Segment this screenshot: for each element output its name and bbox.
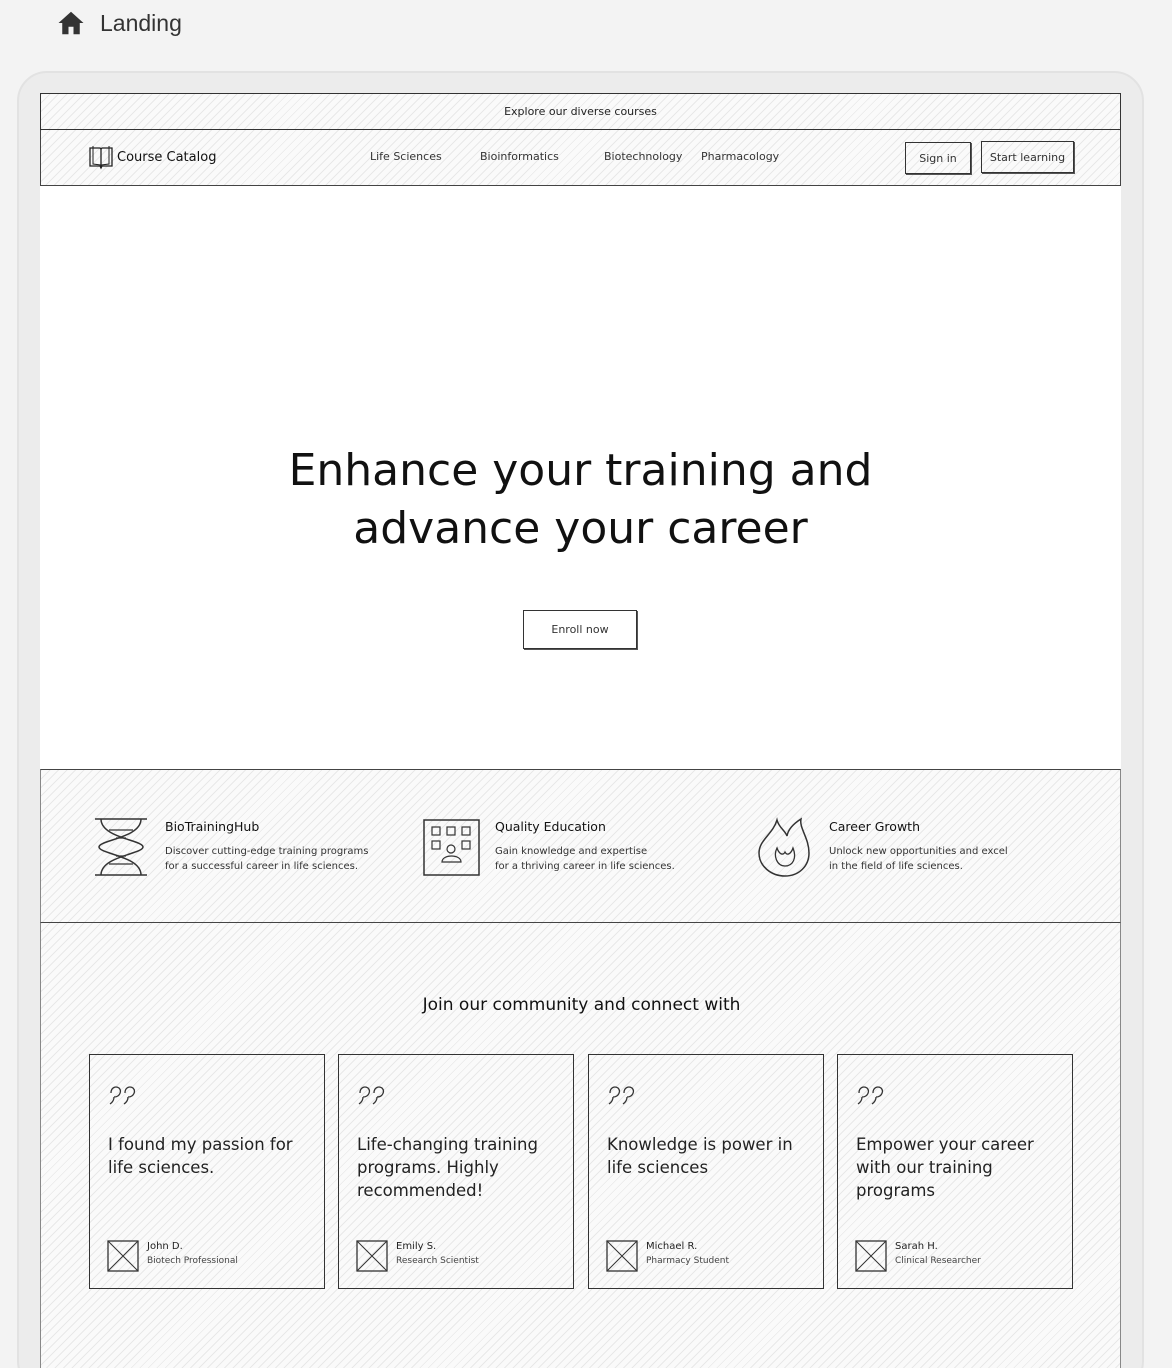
announcement-bar xyxy=(40,93,1121,131)
quote-icon xyxy=(856,1083,886,1105)
testimonial-role: Pharmacy Student xyxy=(646,1256,730,1266)
feature-title: Quality Education xyxy=(495,819,606,834)
features-section xyxy=(40,769,1121,923)
start-learning-button[interactable]: Start learning xyxy=(981,141,1074,173)
feature-item xyxy=(755,816,1055,878)
dna-icon xyxy=(91,816,153,878)
feature-description: Unlock new opportunities and excel in the field of life sciences. xyxy=(829,846,1008,872)
testimonial-quote: Empower your career with our training programs xyxy=(856,1135,1034,1200)
navbar xyxy=(40,130,1121,186)
avatar-placeholder-icon xyxy=(356,1240,388,1272)
testimonial-card xyxy=(89,1054,325,1289)
avatar-placeholder-icon xyxy=(606,1240,638,1272)
feature-description: Gain knowledge and expertise for a thriving career in life sciences. xyxy=(495,846,675,872)
testimonial-card xyxy=(338,1054,574,1289)
nav-link-pharmacology[interactable]: Pharmacology xyxy=(701,150,780,163)
page-header xyxy=(56,6,182,40)
community-heading: Join our community and connect with xyxy=(422,995,741,1015)
testimonial-role: Biotech Professional xyxy=(147,1256,238,1266)
quote-icon xyxy=(357,1083,387,1105)
avatar-placeholder-icon xyxy=(855,1240,887,1272)
testimonial-name: Michael R. xyxy=(646,1241,698,1252)
avatar-placeholder-icon xyxy=(107,1240,139,1272)
testimonial-name: John D. xyxy=(147,1241,183,1252)
testimonial-role: Research Scientist xyxy=(396,1256,479,1266)
quote-icon xyxy=(108,1083,138,1105)
building-icon xyxy=(421,816,483,878)
community-section xyxy=(40,923,1121,1368)
feature-title: BioTrainingHub xyxy=(165,819,260,834)
testimonial-card xyxy=(837,1054,1073,1289)
nav-link-life-sciences[interactable]: Life Sciences xyxy=(370,150,442,163)
feature-item xyxy=(91,816,391,878)
enroll-now-button[interactable]: Enroll now xyxy=(523,610,637,649)
page-title: Landing xyxy=(100,9,182,36)
announcement-text: Explore our diverse courses xyxy=(504,105,657,118)
brand-logo[interactable] xyxy=(87,144,216,170)
nav-link-biotechnology[interactable]: Biotechnology xyxy=(604,150,683,163)
hero-headline xyxy=(40,442,1121,558)
testimonial-card xyxy=(588,1054,824,1289)
feature-title: Career Growth xyxy=(829,819,920,834)
testimonial-quote: Knowledge is power in life sciences xyxy=(607,1135,793,1177)
testimonial-quote: I found my passion for life sciences. xyxy=(108,1135,293,1177)
feature-description: Discover cutting-edge training programs for a successful career in life sciences. xyxy=(165,846,369,872)
hero-headline-line-1: Enhance your training and xyxy=(288,445,873,496)
hero-section xyxy=(40,186,1121,769)
book-icon xyxy=(87,144,115,170)
testimonial-name: Emily S. xyxy=(396,1241,437,1252)
feature-item xyxy=(421,816,721,878)
nav-link-bioinformatics[interactable]: Bioinformatics xyxy=(480,150,559,163)
wireframe-canvas xyxy=(40,93,1121,1368)
hero-headline-line-2: advance your career xyxy=(353,503,808,554)
testimonial-name: Sarah H. xyxy=(895,1241,938,1252)
quote-icon xyxy=(607,1083,637,1105)
testimonial-quote: Life-changing training programs. Highly recommended! xyxy=(357,1135,538,1200)
home-icon[interactable] xyxy=(56,8,86,38)
sign-in-button[interactable]: Sign in xyxy=(905,142,971,174)
flame-icon xyxy=(755,816,817,878)
testimonial-role: Clinical Researcher xyxy=(895,1256,981,1266)
brand-name: Course Catalog xyxy=(117,149,217,165)
